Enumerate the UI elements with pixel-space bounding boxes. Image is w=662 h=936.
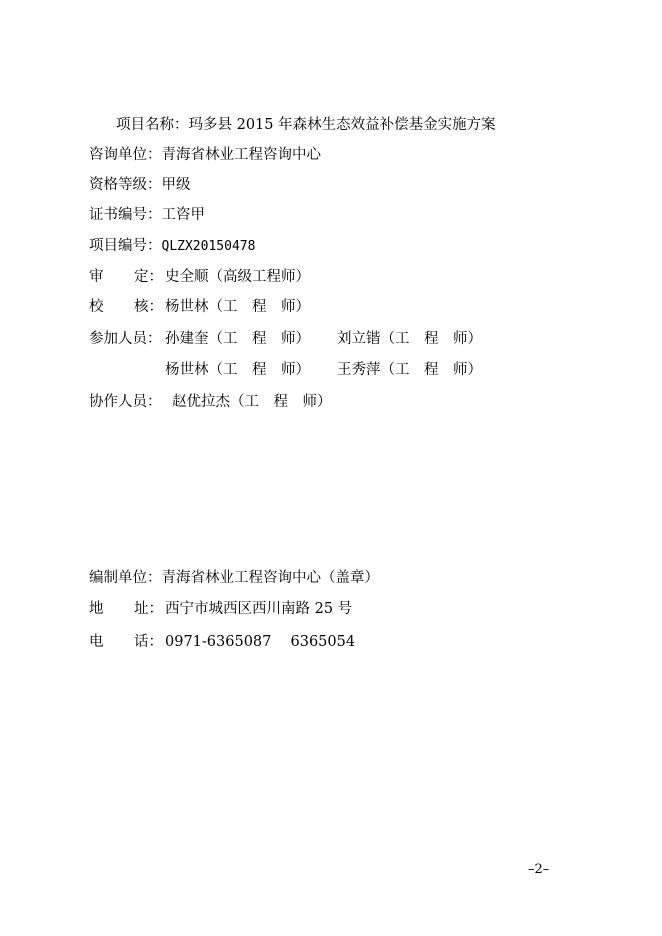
checked-by-label: 校 核： (89, 299, 163, 315)
consulting-unit-row (89, 145, 321, 165)
qualification-grade-row (89, 175, 191, 195)
participants-label: 参加人员： (89, 331, 162, 347)
certificate-number-row (89, 205, 205, 225)
project-name-row (116, 115, 496, 135)
collaborators-value: 赵优拉杰（工 程 师） (172, 394, 332, 410)
phone-value: 0971-6365087 6365054 (165, 634, 356, 650)
project-name-label: 项目名称： (116, 117, 189, 133)
participant-1: 孙建奎（工 程 师） (165, 331, 310, 347)
certificate-number-value: 工咨甲 (161, 207, 205, 223)
approved-by-row (89, 267, 310, 287)
approved-by-value: 史全顺（高级工程师） (165, 269, 310, 285)
collaborators-row (89, 392, 332, 412)
project-number-row (89, 236, 255, 257)
page-number: –2– (528, 862, 550, 877)
approved-by-label: 审 定： (89, 269, 163, 285)
project-name-value: 玛多县 2015 年森林生态效益补偿基金实施方案 (188, 117, 496, 133)
consulting-unit-label: 咨询单位： (89, 147, 162, 163)
collaborators-label: 协作人员： (89, 394, 162, 410)
compiling-unit-label: 编制单位： (89, 570, 162, 586)
address-value: 西宁市城西区西川南路 25 号 (165, 601, 353, 617)
address-label: 地 址： (89, 601, 163, 617)
project-number-value: QLZX20150478 (161, 239, 256, 254)
participants-row-1 (89, 329, 482, 349)
compiling-unit-value: 青海省林业工程咨询中心（盖章） (161, 570, 379, 586)
participant-4: 王秀萍（工 程 师） (337, 362, 482, 378)
phone-row (89, 632, 355, 652)
checked-by-row (89, 297, 310, 317)
qualification-grade-label: 资格等级： (89, 177, 162, 193)
phone-label: 电 话： (89, 634, 163, 650)
project-number-label: 项目编号： (89, 238, 162, 254)
certificate-number-label: 证书编号： (89, 207, 162, 223)
address-row (89, 599, 352, 619)
checked-by-value: 杨世林（工 程 师） (165, 299, 310, 315)
participants-row-2 (165, 360, 482, 380)
qualification-grade-value: 甲级 (161, 177, 191, 193)
participant-2: 刘立锴（工 程 师） (337, 331, 482, 347)
participant-3: 杨世林（工 程 师） (165, 362, 310, 378)
consulting-unit-value: 青海省林业工程咨询中心 (161, 147, 321, 163)
compiling-unit-row (89, 568, 379, 588)
